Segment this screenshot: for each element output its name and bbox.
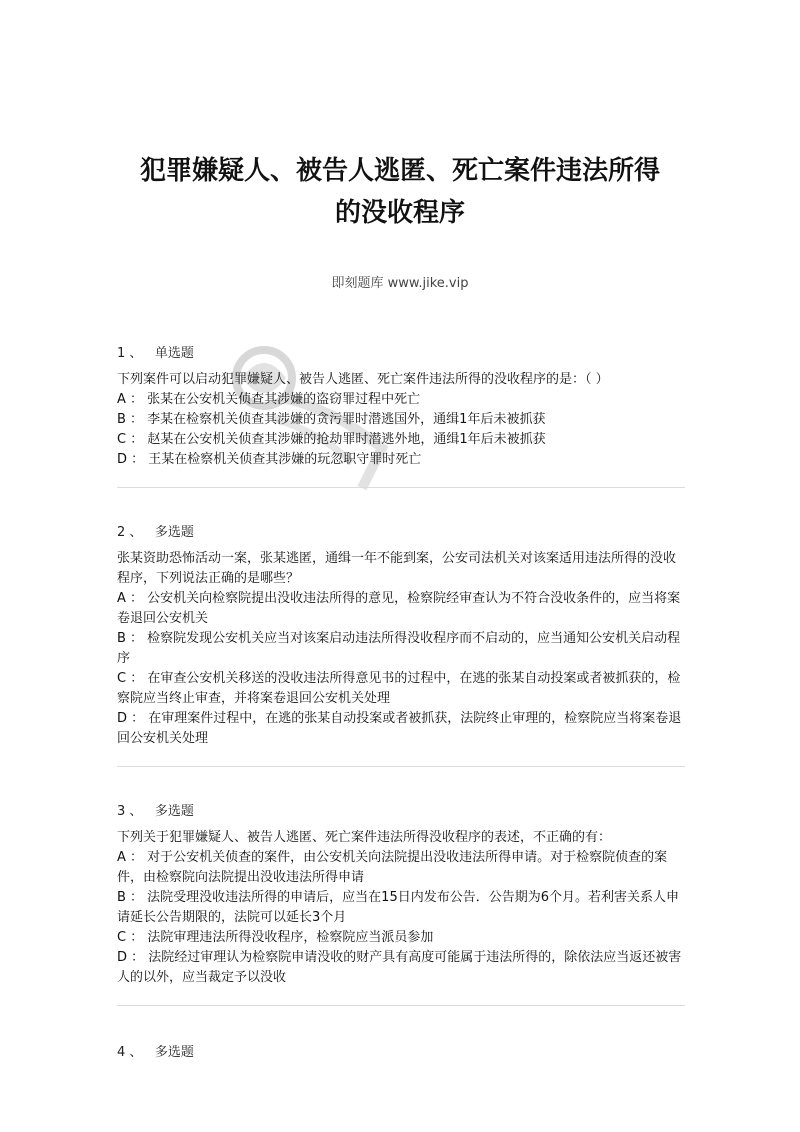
question-header: [117, 523, 685, 543]
question-2: [117, 523, 685, 749]
option-c[interactable]: C ： 法院审理违法所得没收程序，检察院应当派员参加: [117, 930, 434, 945]
question-1: [117, 344, 685, 470]
page-title-line-1: 犯罪嫌疑人、被告人逃匿、死亡案件违法所得: [139, 156, 660, 186]
option-a[interactable]: A ： 对于公安机关侦查的案件，由公安机关向法院提出没收违法所得申请。对于检察院侦查的案件，由检察院向法院提出没收违法所得申请: [117, 850, 668, 885]
page-title: [100, 150, 700, 234]
question-type: 单选题: [154, 346, 194, 361]
question-stem: 下列案件可以启动犯罪嫌疑人、被告人逃匿、死亡案件违法所得的没收程序的是：（ ）: [117, 372, 609, 387]
question-number: 1 、: [117, 346, 143, 361]
question-header: [117, 1043, 685, 1063]
question-4: [117, 1043, 685, 1069]
option-d[interactable]: D ： 王某在检察机关侦查其涉嫌的玩忽职守罪时死亡: [117, 452, 422, 467]
option-c[interactable]: C ： 赵某在公安机关侦查其涉嫌的抢劫罪时潜逃外地，通缉1年后未被抓获: [117, 432, 546, 447]
divider: [117, 766, 685, 767]
option-d[interactable]: D ： 法院经过审理认为检察院申请没收的财产具有高度可能属于违法所得的，除依法应当返还被害人的以外，应当裁定予以没收: [117, 950, 682, 985]
divider: [117, 487, 685, 488]
option-c[interactable]: C ： 在审查公安机关移送的没收违法所得意见书的过程中，在逃的张某自动投案或者被抓获的，检察院应当终止审查，并将案卷退回公安机关处理: [117, 671, 681, 706]
option-b[interactable]: B ： 李某在检察机关侦查其涉嫌的贪污罪时潜逃国外，通缉1年后未被抓获: [117, 412, 546, 427]
page-subtitle: 即刻题库 www.jike.vip: [331, 276, 469, 291]
question-number: 4 、: [117, 1045, 143, 1060]
question-3: [117, 802, 685, 988]
question-stem: 下列关于犯罪嫌疑人、被告人逃匿、死亡案件违法所得没收程序的表述，不正确的有：: [117, 830, 612, 845]
option-a[interactable]: A ： 张某在公安机关侦查其涉嫌的盗窃罪过程中死亡: [117, 392, 421, 407]
option-b[interactable]: B ： 检察院发现公安机关应当对该案启动违法所得没收程序而不启动的，应当通知公安机关启动程序: [117, 631, 681, 666]
option-d[interactable]: D ： 在审理案件过程中，在逃的张某自动投案或者被抓获，法院终止审理的，检察院应当将案卷退回公安机关处理: [117, 711, 682, 746]
divider: [117, 1005, 685, 1006]
page-title-line-2: 的没收程序: [334, 198, 465, 228]
question-type: 多选题: [154, 1045, 194, 1060]
question-number: 2 、: [117, 525, 143, 540]
question-header: [117, 802, 685, 822]
question-type: 多选题: [154, 525, 194, 540]
option-a[interactable]: A ： 公安机关向检察院提出没收违法所得的意见，检察院经审查认为不符合没收条件的，应当将案卷退回公安机关: [117, 591, 681, 626]
option-b[interactable]: B ： 法院受理没收违法所得的申请后，应当在15日内发布公告．公告期为6个月。若利害关系人申请延长公告期限的，法院可以延长3个月: [117, 890, 679, 925]
question-number: 3 、: [117, 804, 143, 819]
question-type: 多选题: [154, 804, 194, 819]
question-stem: 张某资助恐怖活动一案，张某逃匿，通缉一年不能到案，公安司法机关对该案适用违法所得的没收程序，下列说法正确的是哪些？: [117, 551, 677, 586]
question-header: [117, 344, 685, 364]
